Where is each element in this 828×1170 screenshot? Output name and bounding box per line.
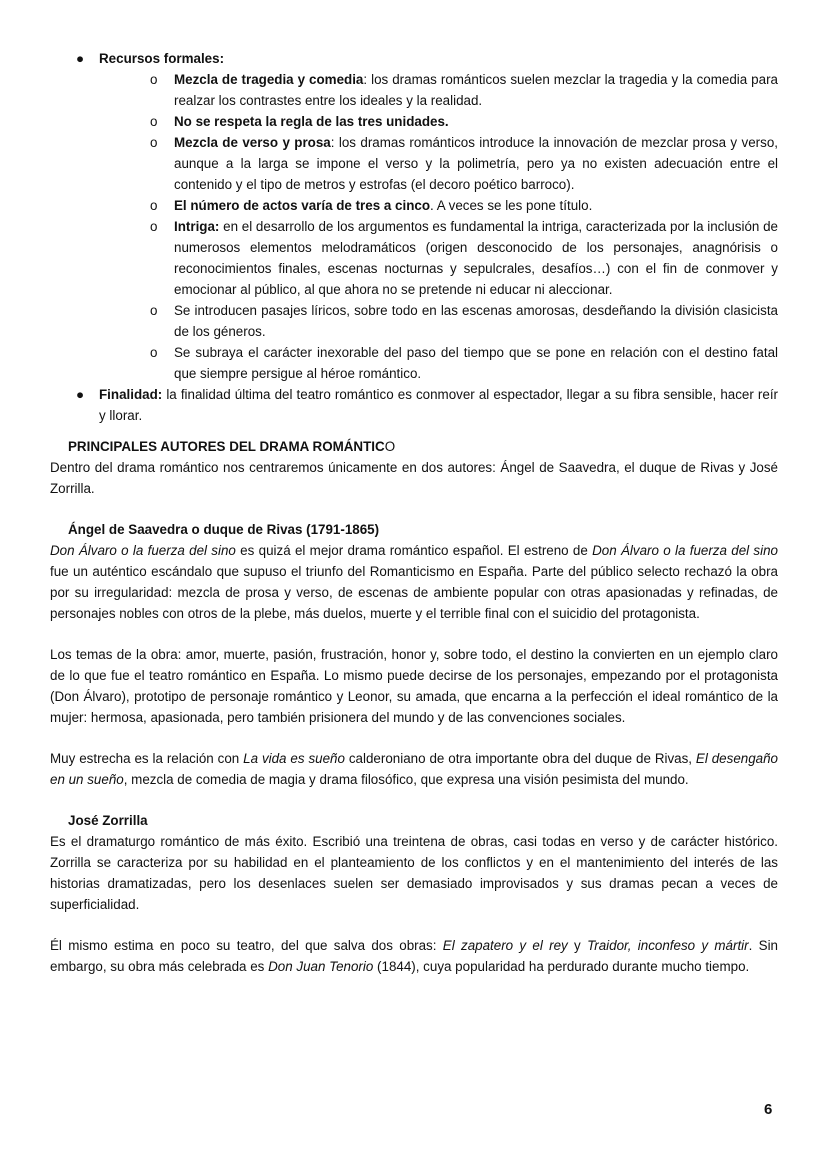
circle-bullet-icon: o: [150, 219, 158, 234]
circle-bullet-icon: o: [150, 114, 158, 129]
circle-bullet-icon: o: [150, 303, 158, 318]
finalidad-label: Finalidad:: [99, 387, 163, 402]
circle-bullet-icon: o: [150, 345, 158, 360]
rivas-paragraph-3: Muy estrecha es la relación con La vida es sueño calderoniano de otra importante obra del duque de Rivas, El desengaño en un sueño, mezcla de comedia de magia y drama filosófico, que expresa una visión pesimista del mundo.: [50, 751, 779, 787]
zorrilla-paragraph-2: Él mismo estima en poco su teatro, del que salva dos obras: El zapatero y el rey y Traidor, inconfeso y mártir. Sin embargo, su obra más celebrada es Don Juan Tenorio (1844), cuya popularidad ha perdurado durante mucho tiempo.: [50, 938, 779, 974]
rivas-paragraph-1: Don Álvaro o la fuerza del sino es quizá el mejor drama romántico español. El estreno de Don Álvaro o la fuerza del sino fue un auténtico escándalo que supuso el triunfo del Romanticismo en España. Parte del público selecto rechazó la obra por su irregularidad: mezcla de prosa y verso, de escenas de ambiente popular con otras apasionadas y refinadas, de personajes nobles con otros de la plebe, más duelos, muerte y el terrible final con el suicidio del protagonista.: [50, 543, 778, 621]
sub-item-5: o Intriga: en el desarrollo de los argumentos es fundamental la intriga, caracterizada por la inclusión de numerosos elementos melodramáticos (origen desconocido de los personajes, anagnórisis o reconocimientos finales, escenas nocturnas y sepulcrales, desafíos…) con el fin de conmover y emocionar al público, al que ahora no se pretende ni educar ni aleccionar.: [50, 216, 778, 300]
sub-item-4: o El número de actos varía de tres a cinco. A veces se les pone título.: [50, 195, 778, 216]
sub-item-1: o Mezcla de tragedia y comedia: los dramas románticos suelen mezclar la tragedia y la comedia para realzar los contrastes entre los ideales y la realidad.: [50, 69, 778, 111]
sub-item-3: o Mezcla de verso y prosa: los dramas románticos introduce la innovación de mezclar prosa y verso, aunque a la larga se impone el verso y la polimetría, pero ya no existen adecuación entre el contenido y el tipo de metros y estrofas (el decoro poético barroco).: [50, 132, 778, 195]
rivas-heading: Ángel de Saavedra o duque de Rivas (1791-1865): [68, 522, 380, 537]
sub-item-2: o No se respeta la regla de las tres unidades.: [50, 111, 778, 132]
recursos-label: Recursos formales:: [99, 51, 225, 66]
principales-intro: Dentro del drama romántico nos centraremos únicamente en dos autores: Ángel de Saavedra, el duque de Rivas y José Zorrilla.: [50, 460, 778, 496]
circle-bullet-icon: o: [150, 198, 158, 213]
document-page: [50, 48, 778, 977]
zorrilla-paragraph-1: Es el dramaturgo romántico de más éxito. Escribió una treintena de obras, casi todas en verso y de carácter histórico. Zorrilla se caracteriza por su habilidad en el planteamiento de los conflictos y en el mantenimiento del interés de las historias dramatizadas, pero los desenlaces suelen ser demasiado improvisados y sus dramas pecan a veces de superficialidad.: [50, 834, 778, 912]
circle-bullet-icon: o: [150, 135, 158, 150]
bullet-dot-icon: ●: [76, 51, 85, 66]
circle-bullet-icon: o: [150, 72, 158, 87]
finalidad-text: la finalidad última del teatro romántico es conmover al espectador, llegar a su fibra sensible, hacer reír y llorar.: [99, 387, 778, 423]
sub-item-7: o Se subraya el carácter inexorable del paso del tiempo que se pone en relación con el destino fatal que siempre persigue al héroe romántico.: [50, 342, 778, 384]
bullet-finalidad: [50, 384, 778, 426]
bullet-recursos: [50, 48, 778, 69]
rivas-paragraph-2: Los temas de la obra: amor, muerte, pasión, frustración, honor y, sobre todo, el destino la convierten en un ejemplo claro de lo que fue el teatro romántico en España. Lo mismo puede decirse de los personajes, empezando por el protagonista (Don Álvaro), prototipo de personaje romántico y Leonor, su amada, que encarna a la perfección el ideal romántico de la mujer: hermosa, apasionada, pero también prisionera del mundo y de las convenciones sociales.: [50, 647, 778, 725]
zorrilla-heading: José Zorrilla: [68, 813, 148, 828]
sub-item-6: o Se introducen pasajes líricos, sobre todo en las escenas amorosas, desdeñando la división clasicista de los géneros.: [50, 300, 778, 342]
principales-heading: PRINCIPALES AUTORES DEL DRAMA ROMÁNTICO: [68, 439, 396, 454]
page-number: 6: [764, 1101, 773, 1118]
bullet-dot-icon: ●: [76, 387, 85, 402]
